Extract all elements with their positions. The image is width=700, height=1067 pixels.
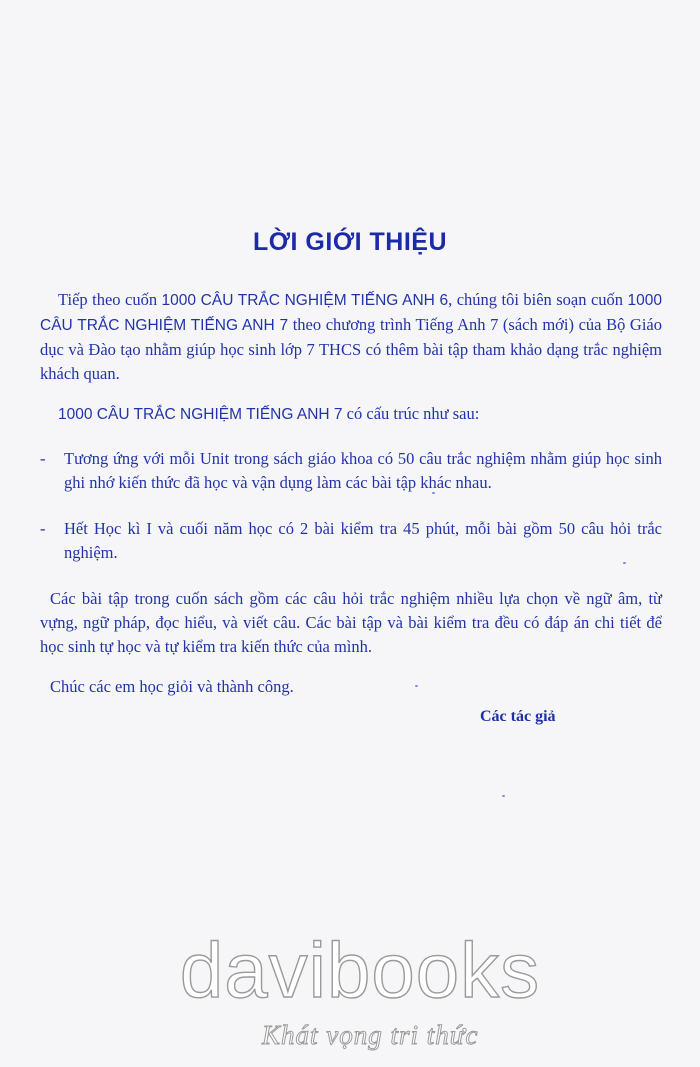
- structure-book-title: 1000 CÂU TRẮC NGHIỆM TIẾNG ANH 7: [58, 406, 343, 423]
- structure-text: có cấu trúc như sau:: [342, 404, 480, 423]
- page-title: LỜI GIỚI THIỆU: [252, 228, 448, 256]
- list-item-text: Hết Học kì I và cuối năm học có 2 bài kiểm tra 45 phút, mỗi bài gồm 50 câu hỏi trắc nghiệm.: [64, 519, 662, 562]
- closing-wish: Chúc các em học giỏi và thành công.: [50, 677, 294, 696]
- structure-paragraph: [40, 402, 662, 427]
- list-item: [40, 517, 662, 565]
- print-speck: [502, 795, 505, 797]
- author-signature: Các tác giả: [480, 708, 556, 725]
- page-content: [40, 288, 662, 699]
- list-item: [40, 447, 662, 495]
- exercises-paragraph: Các bài tập trong cuốn sách gồm các câu hỏi trắc nghiệm nhiều lựa chọn về ngữ âm, từ vựng, ngữ pháp, đọc hiểu, và viết câu. Các bài tập và bài kiểm tra đều có đáp án chi tiết để học sinh tự học và tự kiểm tra kiến thức của mình.: [40, 589, 662, 656]
- book-title-6: 1000 CÂU TRẮC NGHIỆM TIẾNG ANH 6: [161, 292, 449, 309]
- intro-text-3: theo chương trình Tiếng Anh 7 (sách mới) của Bộ Giáo dục và Đào tạo nhằm giúp học sinh lớp 7 THCS có thêm bài tập tham khảo dạng trắc nghiệm khách quan.: [40, 315, 662, 383]
- bullet-dash: -: [40, 449, 46, 468]
- intro-paragraph: [40, 288, 662, 386]
- print-speck: [623, 562, 626, 564]
- structure-list: [40, 447, 662, 565]
- intro-text-1: Tiếp theo cuốn: [58, 290, 162, 309]
- watermark-logo: davibooks: [179, 926, 541, 1014]
- print-speck: [415, 685, 418, 687]
- list-item-text: Tương ứng với mỗi Unit trong sách giáo khoa có 50 câu trắc nghiệm nhằm giúp học sinh ghi nhớ kiến thức đã học và vận dụng làm các bài tập khác nhau.: [64, 449, 662, 492]
- intro-text-2: , chúng tôi biên soạn cuốn: [448, 290, 628, 309]
- book-title-7: 1000 CÂU TRẮC NGHIỆM TIẾNG ANH 7: [40, 292, 662, 334]
- print-speck: [432, 492, 435, 494]
- bullet-dash: -: [40, 519, 46, 538]
- watermark-tagline: Khát vọng tri thức: [262, 1020, 479, 1050]
